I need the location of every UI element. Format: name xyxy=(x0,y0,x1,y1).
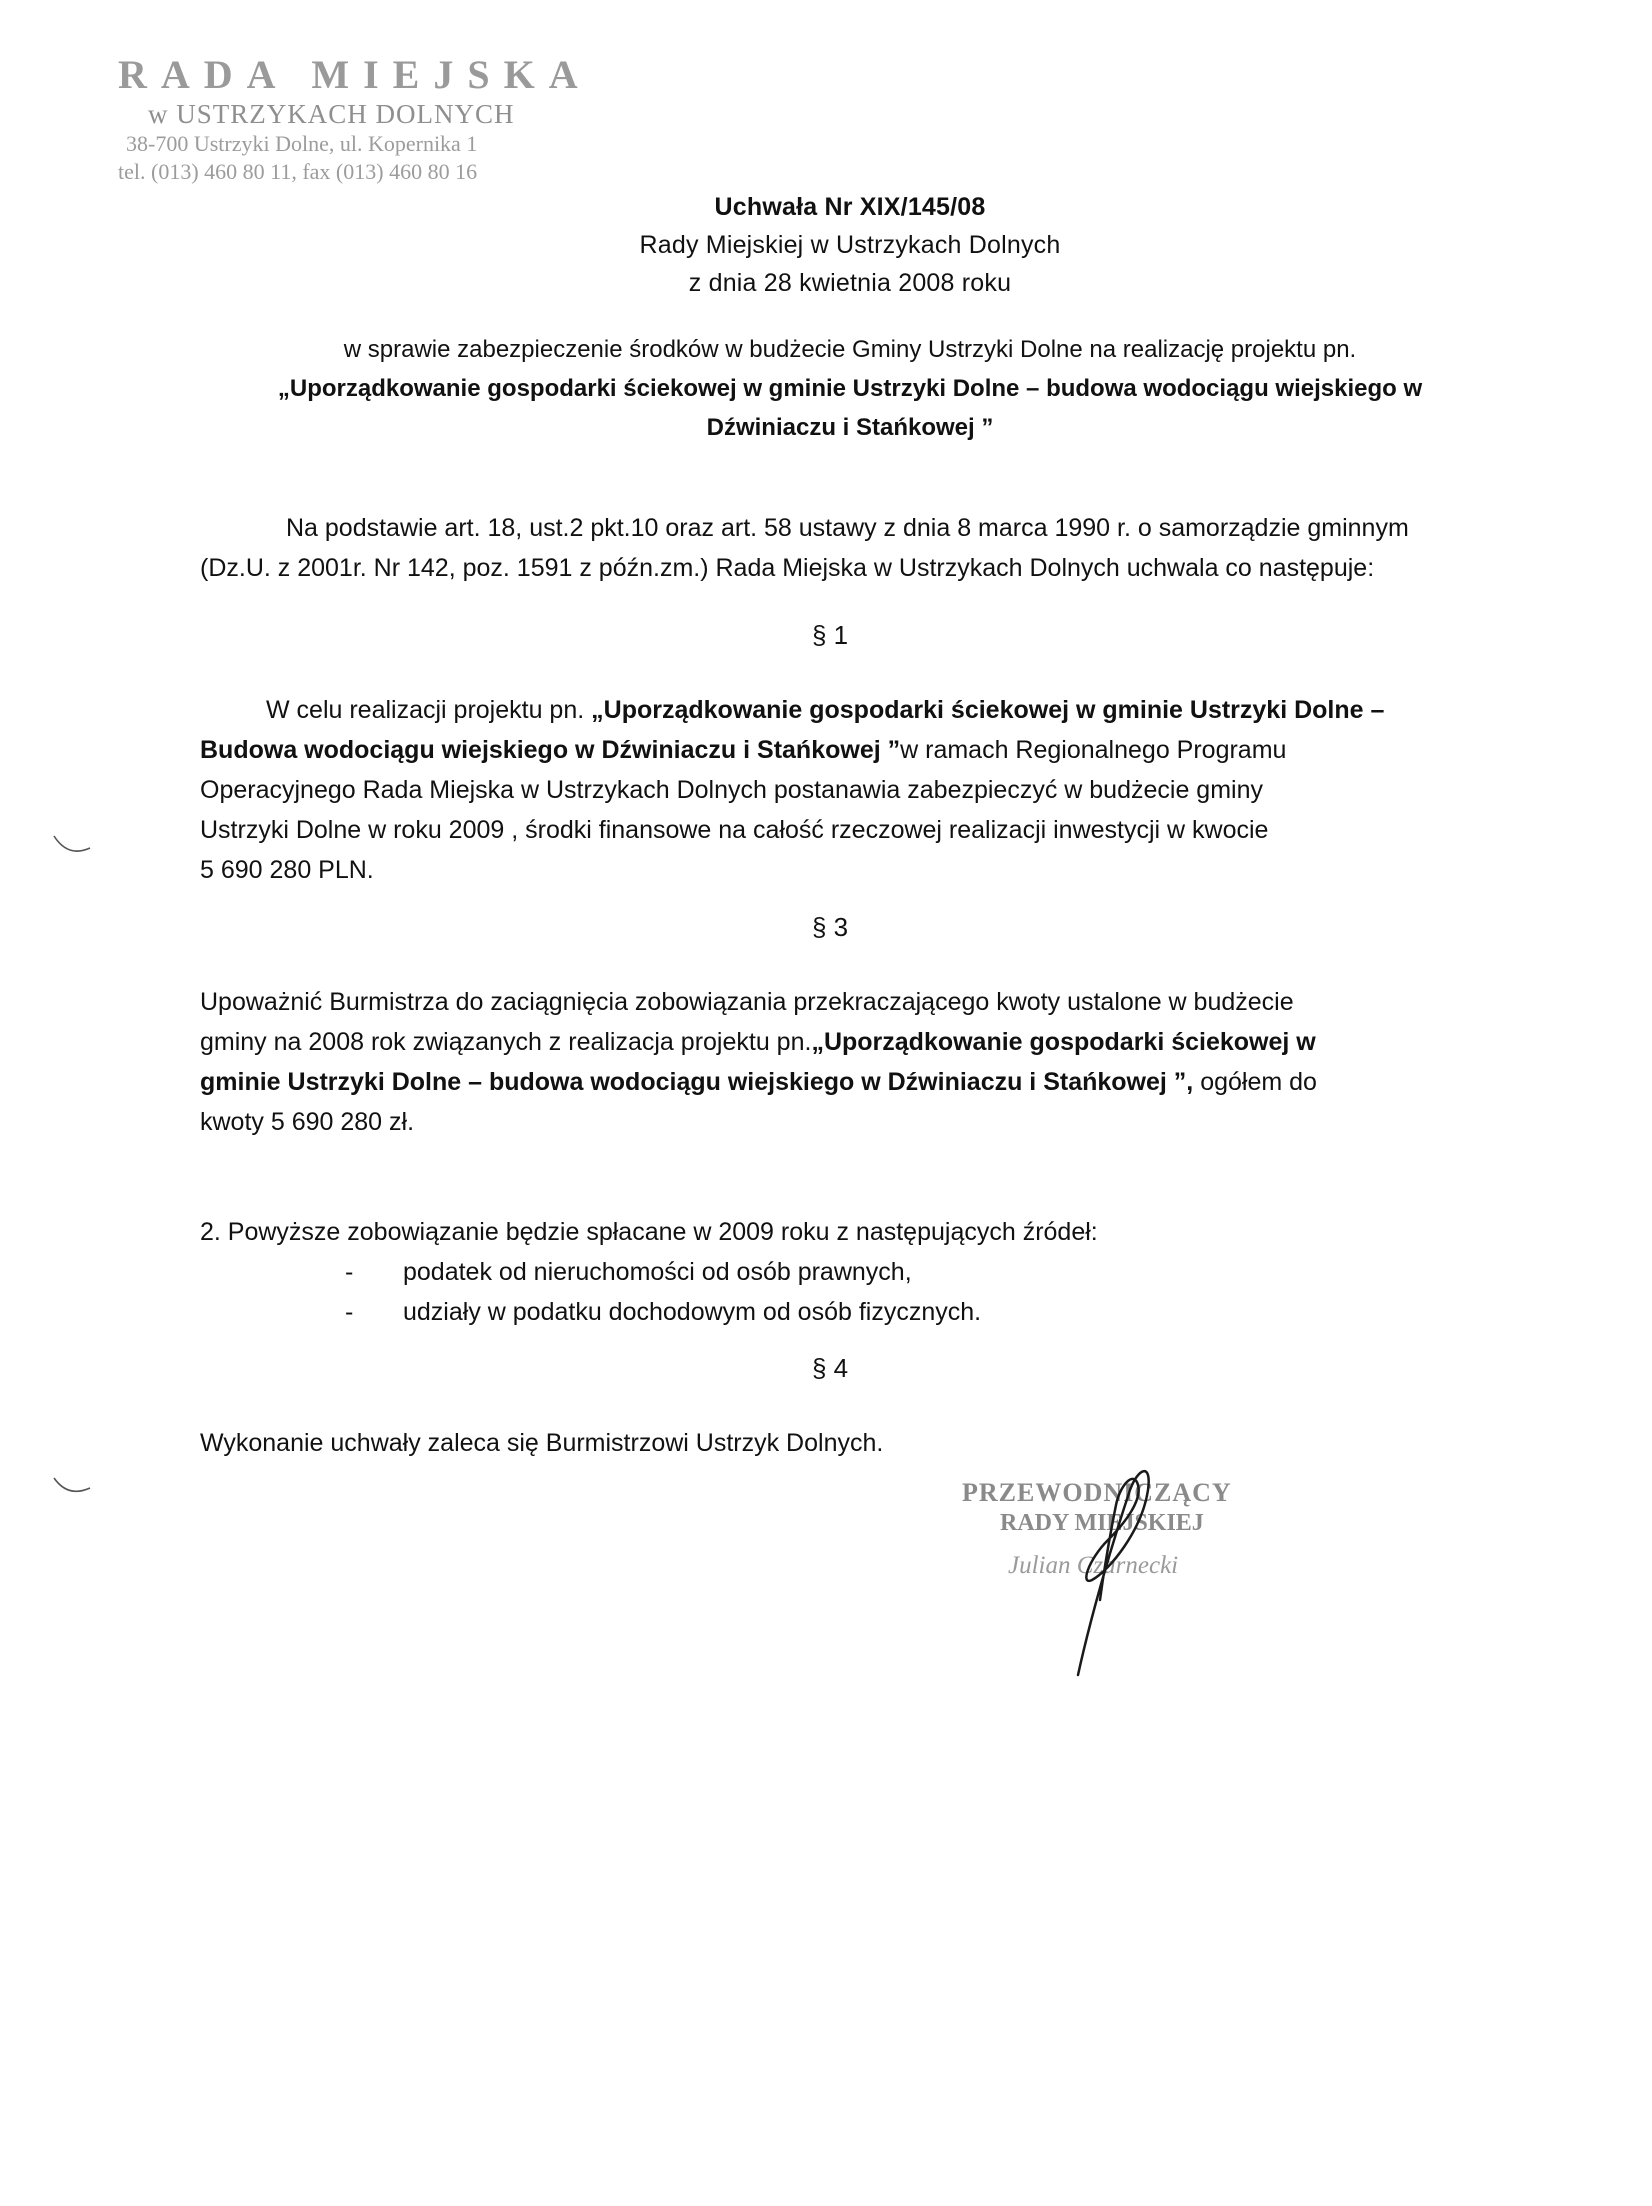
section-3-amount: kwoty 5 690 280 zł. xyxy=(200,1108,415,1136)
list-item xyxy=(345,1292,981,1332)
chairman-title: PRZEWODNICZĄCY xyxy=(962,1478,1232,1507)
list-dash: - xyxy=(345,1298,354,1326)
section-3-line-2-intro: gminy na 2008 rok związanych z realizacja projektu pn. xyxy=(200,1028,812,1056)
letterhead-address: 38-700 Ustrzyki Dolne, ul. Kopernika 1 xyxy=(126,131,478,156)
subject-line-1: w sprawie zabezpieczenie środków w budżecie Gminy Ustrzyki Dolne na realizację projektu pn. xyxy=(343,336,1357,363)
subject-line-3: Dźwiniaczu i Stańkowej ” xyxy=(706,414,994,441)
preamble xyxy=(200,508,1500,588)
list-item-text: podatek od nieruchomości od osób prawnych, xyxy=(403,1258,912,1286)
section-1-line-1-intro: W celu realizacji projektu pn. xyxy=(266,696,592,724)
section-3-line-1: Upoważnić Burmistrza do zaciągnięcia zobowiązania przekraczającego kwoty ustalone w budżecie xyxy=(200,988,1294,1016)
section-3-line-3 xyxy=(200,1062,1500,1102)
subject-line-2: „Uporządkowanie gospodarki ściekowej w gminie Ustrzyki Dolne – budowa wodociągu wiejskiego w xyxy=(277,375,1423,402)
section-3-total: ogółem do xyxy=(1193,1068,1317,1096)
chairman-council: RADY MIEJSKIEJ xyxy=(1000,1510,1204,1536)
letterhead-town: w USTRZYKACH DOLNYCH xyxy=(148,99,515,129)
section-1-line-3: Operacyjnego Rada Miejska w Ustrzykach Dolnych postanawia zabezpieczyć w budżecie gminy xyxy=(200,776,1263,804)
section-1-text xyxy=(200,690,1500,890)
section-1-line-1 xyxy=(200,690,1500,730)
section-4-text: Wykonanie uchwały zaleca się Burmistrzowi Ustrzyk Dolnych. xyxy=(200,1429,884,1457)
funding-sources-list xyxy=(345,1252,981,1332)
list-item-text: udziały w podatku dochodowym od osób fizycznych. xyxy=(403,1298,982,1326)
section-3-sign: § 3 xyxy=(812,912,849,942)
resolution-body: Rady Miejskiej w Ustrzykach Dolnych xyxy=(639,231,1061,259)
resolution-date: z dnia 28 kwietnia 2008 roku xyxy=(688,269,1012,297)
letterhead-phone-fax: tel. (013) 460 80 11, fax (013) 460 80 16 xyxy=(118,159,478,184)
preamble-line-2: (Dz.U. z 2001r. Nr 142, poz. 1591 z późn.zm.) Rada Miejska w Ustrzykach Dolnych uchwala co następuje: xyxy=(200,554,1375,582)
section-1-line-4: Ustrzyki Dolne w roku 2009 , środki finansowe na całość rzeczowej realizacji inwestycji w kwocie xyxy=(200,816,1269,844)
resolution-number: Uchwała Nr XIX/145/08 xyxy=(714,193,986,221)
list-dash: - xyxy=(345,1258,354,1286)
section-3-line-2 xyxy=(200,1022,1500,1062)
handwritten-signature-icon xyxy=(1030,1460,1190,1680)
section-1-sign: § 1 xyxy=(812,620,849,650)
margin-mark-icon xyxy=(50,1472,95,1502)
section-1-project-name-part2: Budowa wodociągu wiejskiego w Dźwiniaczu i Stańkowej ” xyxy=(200,736,901,764)
resolution-subject xyxy=(200,330,1500,447)
margin-mark-icon xyxy=(50,830,95,860)
resolution-title xyxy=(500,188,1200,302)
letterhead-stamp xyxy=(118,52,638,186)
list-item xyxy=(345,1252,981,1292)
preamble-line-1: Na podstawie art. 18, ust.2 pkt.10 oraz art. 58 ustawy z dnia 8 marca 1990 r. o samorządzie gminnym xyxy=(286,514,1409,542)
section-1-program: w ramach Regionalnego Programu xyxy=(900,736,1287,764)
section-1-project-name-part1: „Uporządkowanie gospodarki ściekowej w gminie Ustrzyki Dolne – xyxy=(591,696,1385,724)
section-3-text xyxy=(200,982,1500,1142)
section-4-sign: § 4 xyxy=(812,1353,849,1383)
item-2-text: 2. Powyższe zobowiązanie będzie spłacane w 2009 roku z następujących źródeł: xyxy=(200,1218,1098,1246)
section-3-project-name-part2: gminie Ustrzyki Dolne – budowa wodociągu wiejskiego w Dźwiniaczu i Stańkowej ”, xyxy=(200,1068,1194,1096)
chairman-name: Julian Czarnecki xyxy=(1008,1552,1179,1579)
section-1-amount: 5 690 280 PLN. xyxy=(200,856,374,884)
letterhead-council-name: RADA MIEJSKA xyxy=(118,52,592,97)
section-3-project-name-part1: „Uporządkowanie gospodarki ściekowej w xyxy=(811,1028,1316,1056)
section-1-line-2 xyxy=(200,730,1500,770)
